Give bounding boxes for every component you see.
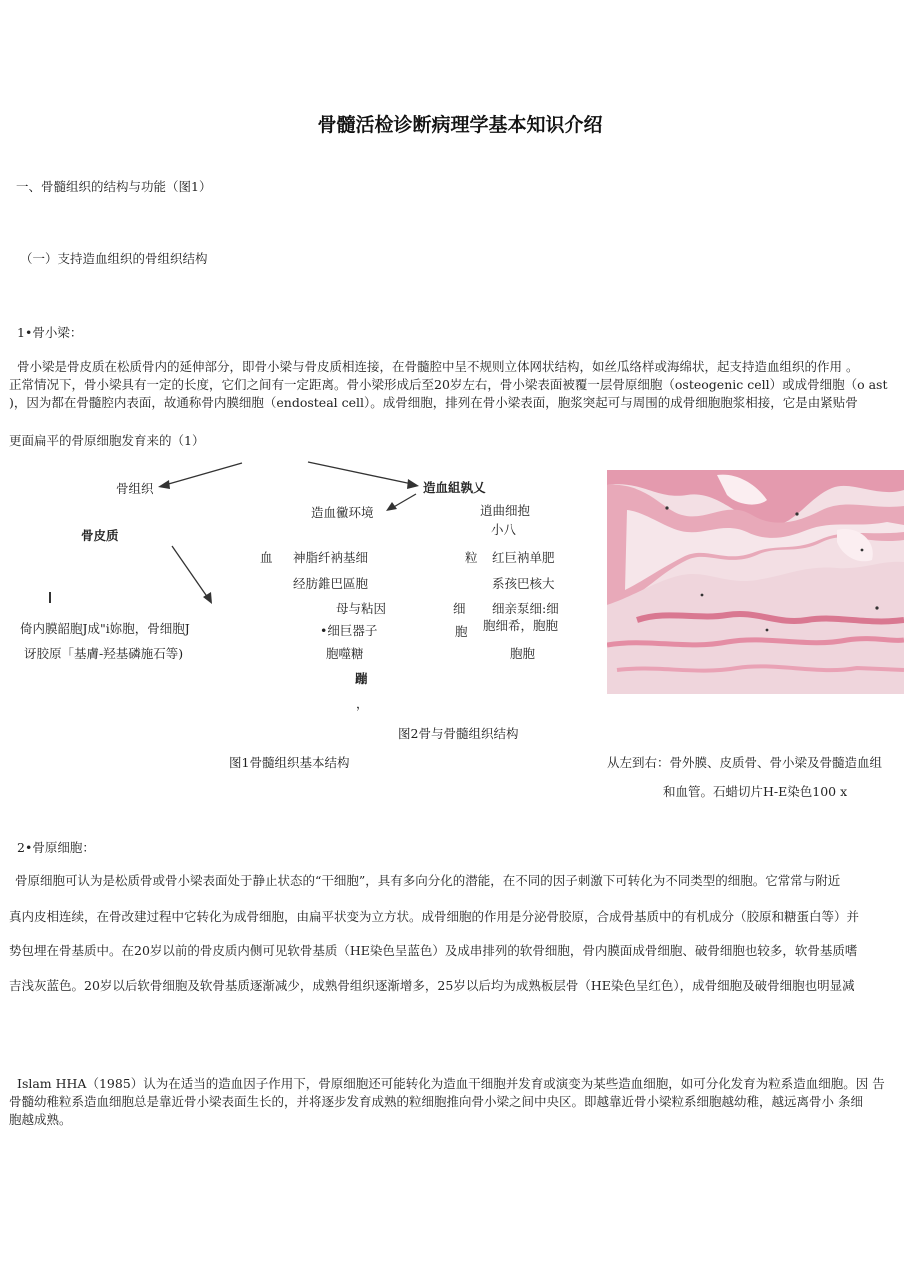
label-xue: 血 xyxy=(260,550,273,565)
microenv-list-line: 胞噬糖 xyxy=(326,646,364,661)
paragraph-line: )，因为都在骨髓腔内表面，故通称骨内膜细胞（endosteal cell）。成骨细胞，排列在骨小梁表面，胞浆突起可与周围的成骨细胞胞浆相接，它是由紧贴骨 xyxy=(9,395,858,410)
paragraph-line: 骨小梁是骨皮质在松质骨内的延伸部分，即骨小梁与骨皮质相连接，在骨髓腔中呈不规则立体网状结构，如丝瓜络样或海绵状，起支持造血组织的作用 。 xyxy=(17,359,859,374)
node-cortex: 骨皮质 xyxy=(81,528,119,543)
figure-2-caption: 图2骨与骨髓组织结构 xyxy=(398,726,519,741)
cell-list-line: 系孩巴核大 xyxy=(492,576,555,591)
histology-image xyxy=(607,470,904,694)
microenv-list-line: 蹦 xyxy=(355,671,368,686)
section-heading: 一、骨髓组织的结构与功能（图1） xyxy=(16,179,212,194)
paragraph-line: 正常情况下，骨小梁具有一定的长度，它们之间有一定距离。骨小梁形成后至20岁左右，骨小梁表面被覆一层骨原细胞（osteogenic cell）或成骨细胞（o ast xyxy=(9,377,888,392)
cortex-list-line: 倚内膜韶胞J成"i妳胞，骨细胞J xyxy=(20,621,190,636)
label-li: 粒 xyxy=(465,550,478,565)
node-hemato-cells: 逍曲细抱 xyxy=(480,503,531,518)
item-heading: 1•骨小梁： xyxy=(17,325,83,340)
node-bone-tissue: 骨组织 xyxy=(116,481,154,496)
paragraph-line: 真内皮相连续，在骨改建过程中它转化为成骨细胞，由扁平状变为立方状。成骨细胞的作用是分泌骨胶原，合成骨基质中的有机成分（胶原和糖蛋白等）并 xyxy=(9,909,860,924)
cell-list-line: 红巨衲单肥 xyxy=(492,550,555,565)
cortex-list-line: 讶胶原「基膚-羟基磷施石等) xyxy=(24,646,184,661)
microenv-list-line: 神脂纤衲基细 xyxy=(293,550,369,565)
paragraph-line: 吉浅灰蓝色。20岁以后软骨细胞及软骨基质逐渐减少，成熟骨组织逐渐增多，25岁以后均为成熟板层骨（HE染色呈红色），成骨细胞及破骨细胞也明显减 xyxy=(9,978,855,993)
node-microenvironment: 造血黴环境 xyxy=(311,505,374,520)
microenv-list-line: •细巨器子 xyxy=(320,623,378,638)
page-title: 骨髓活检诊断病理学基本知识介绍 xyxy=(317,114,603,136)
paragraph-line: 胞越成熟。 xyxy=(9,1112,72,1127)
microenv-list-line: ， xyxy=(356,696,369,711)
node-hemato-cells-sub: 小八 xyxy=(491,522,517,537)
subsection-heading: （一）支持造血组织的骨组织结构 xyxy=(20,251,208,266)
paragraph-line: 骨原细胞可认为是松质骨或骨小梁表面处于静止状态的“干细胞”，具有多向分化的潜能，在不同的因子刺激下可转化为不同类型的细胞。它常常与附近 xyxy=(15,873,841,888)
cell-list-line: 胞细希，胞胞 xyxy=(483,618,559,633)
figure-1-caption: 图1骨髓组织基本结构 xyxy=(229,755,350,770)
paragraph-line: 骨髓幼稚粒系造血细胞总是靠近骨小梁表面生长的，并将逐步发育成熟的粒细胞推向骨小梁之间中央区。即越靠近骨小梁粒系细胞越幼稚，越远离骨小 条细 xyxy=(9,1094,863,1109)
microenv-list-line: 经肪錐巴區胞 xyxy=(293,576,369,591)
item-heading: 2•骨原细胞： xyxy=(17,840,95,855)
microenv-list-line: 母与粘因 xyxy=(336,601,387,616)
cell-list-line: 细亲泵细:细 xyxy=(492,601,559,616)
photo-caption-line: 从左到右：骨外膜、皮质骨、骨小梁及骨髓造血组 xyxy=(607,755,883,770)
photo-caption-line: 和血管。石蜡切片H-E染色100 x xyxy=(663,784,848,799)
label-bao: 胞 xyxy=(455,624,468,639)
paragraph-line: 更面扁平的骨原细胞发育来的（1） xyxy=(9,433,205,448)
cell-list-line: 胞胞 xyxy=(510,646,536,661)
label-xi: 细 xyxy=(453,601,466,616)
node-hemato-tissue: 造血組孰乂 xyxy=(423,480,486,495)
paragraph-line: Islam HHA（1985）认为在适当的造血因子作用下，骨原细胞还可能转化为造血干细胞并发育或演变为某些造血细胞，如可分化发育为粒系造血细胞。因 告 xyxy=(17,1076,885,1091)
paragraph-line: 势包埋在骨基质中。在20岁以前的骨皮质内侧可见软骨基质（HE染色呈蓝色）及成串排列的软骨细胞，骨内膜面成骨细胞、破骨细胞也较多，软骨基质嗜 xyxy=(9,943,858,958)
